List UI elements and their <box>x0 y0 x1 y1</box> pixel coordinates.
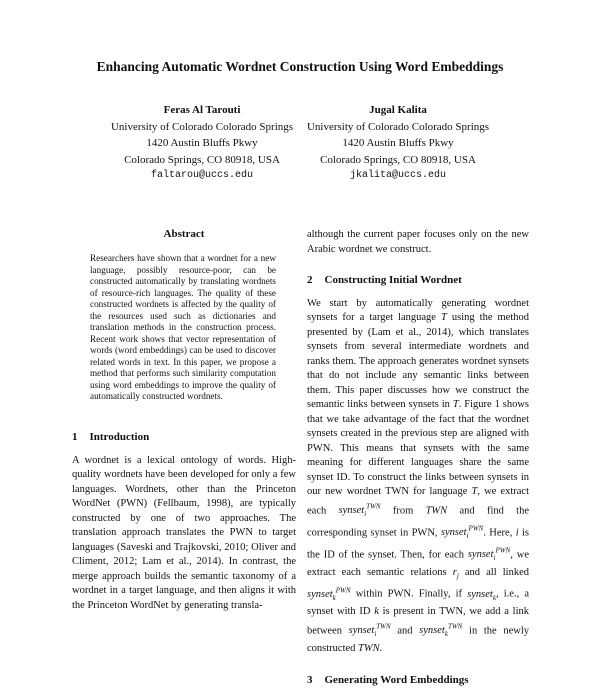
author-block-2 <box>298 102 498 185</box>
section-heading-embeddings <box>307 673 529 688</box>
constructing-text: We start by automatically generating wordnet synsets for a target language T using the method presented by (Lam et al., 2014), which translates synsets from several intermediate wordnets and ranks them. The approach generates wordnet synsets that do not include any semantic links between them. This paper discusses how we construct the semantic links between synsets in T. Figure 1 shows that we take advantage of the fact that the wordnet synsets created in the previous step are aligned with PWN. This means that synsets with the same meaning for different languages share the same synset ID. To construct the links between synsets in our new wordnet TWN for language T, we extract each synset$_i^{TWN}$ from TWN and find the corresponding synset in PWN, synset$_i^{PWN}$. Here, i is the ID of the synset. Then, for each synset$_i^{PWN}$, we extract each semantic relations $r_j$ and all linked synset$_k^{PWN}$ within PWN. Finally, if synset$_k$, i.e., a synset with ID k is present in TWN, we add a link between synset$_i^{TWN}$ and synset$_k^{TWN}$ in the newly constructed TWN. <box>307 297 530 655</box>
author-block-1 <box>102 102 302 185</box>
author-affiliation: University of Colorado Colorado Springs <box>110 120 294 133</box>
section-number: 2 <box>307 274 313 286</box>
abstract-text: Researchers have shown that a wordnet for a new language, possibly resource-poor, can be constructed automatically by translating wordnets of resource-rich languages. The quality of these constructed wordnets is affected by the quality of the resources used such as dictionaries and translation methods in the construction process. Recent work shows that vector representation of words (word embeddings) can be used to discover related words in text. In this paper, we propose a method that performs such similarity computation using word embeddings to improve the quality of automatically constructed wordnets. <box>90 253 276 401</box>
author-name: Feras Al Tarouti <box>163 104 241 116</box>
section-title: Constructing Initial Wordnet <box>324 274 462 286</box>
author-email[interactable]: faltarou@uccs.edu <box>150 170 254 181</box>
author-address: 1420 Austin Bluffs Pkwy <box>146 137 258 149</box>
section-number: 1 <box>72 431 78 443</box>
author-city: Colorado Springs, CO 80918, USA <box>320 153 476 166</box>
section-heading-constructing <box>307 273 529 288</box>
section-title: Introduction <box>89 431 150 443</box>
abstract-heading: Abstract <box>163 228 205 240</box>
right-column <box>307 228 529 696</box>
author-name: Jugal Kalita <box>369 104 427 116</box>
introduction-text: A wordnet is a lexical ontology of words. High-quality wordnets have been developed for only a few languages. Wordnets, other than the Princeton WordNet (PWN) (Fellbaum, 1998), are typically constructed by one of two approaches. The translation approach translates the PWN to target languages (Saveski and Trajkovski, 2010; Oliver and Climent, 2012; Lam et al., 2014). In contrast, the merge approach builds the semantic taxonomy of a wordnet in a target language, and then aligns it with the Princeton WordNet by generating transla- <box>72 454 296 611</box>
author-email[interactable]: jkalita@uccs.edu <box>349 170 446 181</box>
author-city: Colorado Springs, CO 80918, USA <box>124 153 280 166</box>
paper-title: Enhancing Automatic Wordnet Construction Using Word Embeddings <box>96 59 504 74</box>
author-address: 1420 Austin Bluffs Pkwy <box>342 137 454 149</box>
section-title: Generating Word Embeddings <box>324 673 469 686</box>
section-number: 3 <box>307 673 313 686</box>
continuation-text: although the current paper focuses only on the new Arabic wordnet we construct. <box>307 229 529 255</box>
author-affiliation: University of Colorado Colorado Springs <box>306 120 490 133</box>
section-heading-introduction <box>72 430 296 445</box>
left-column <box>72 430 296 613</box>
